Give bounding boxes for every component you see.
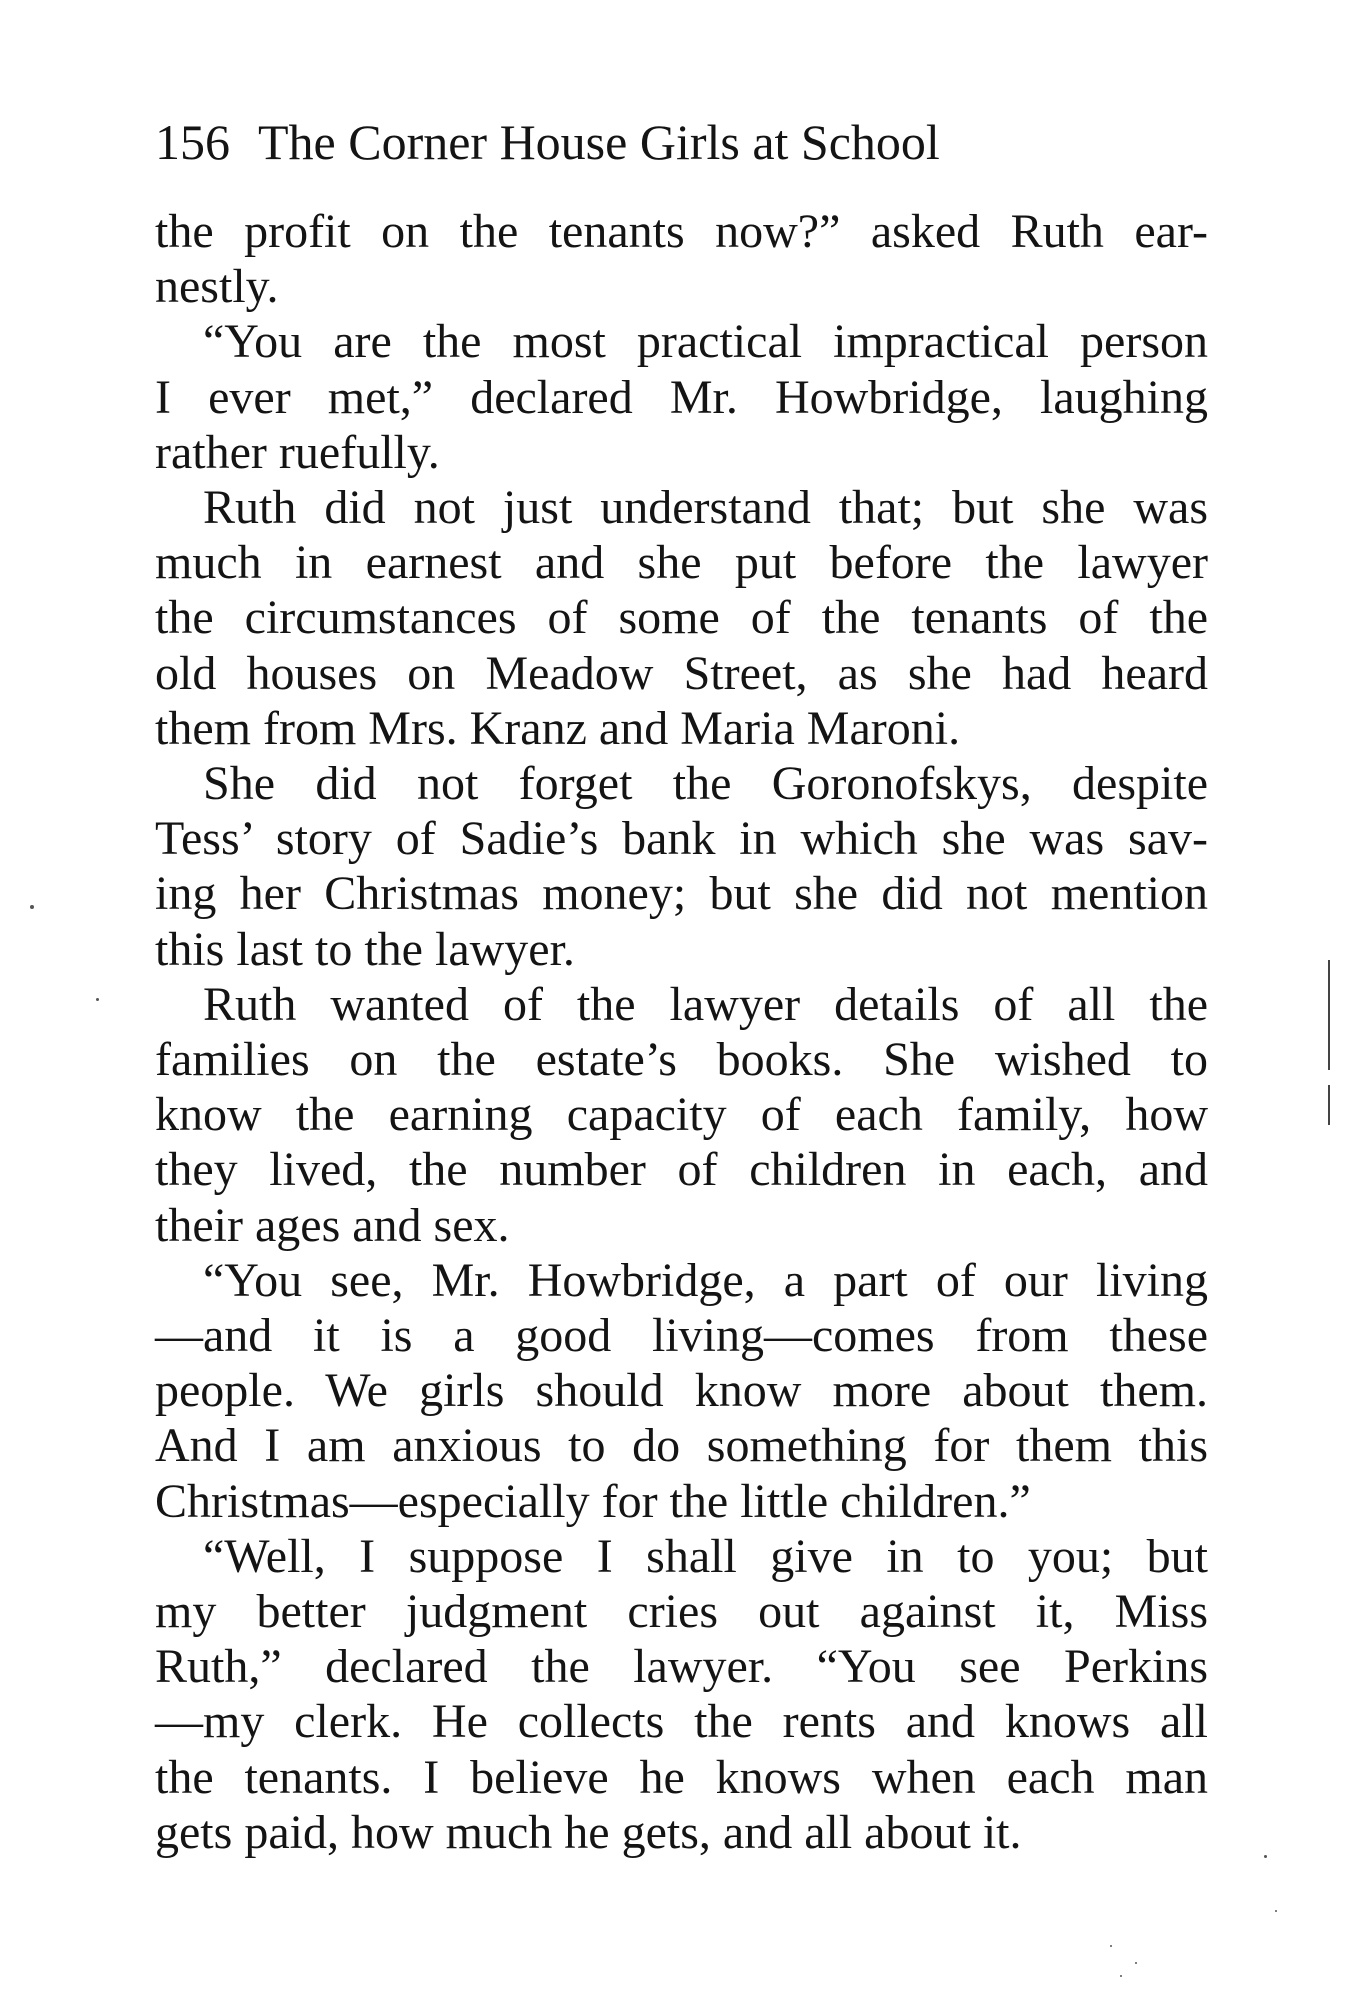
text-line: my better judgment cries out against it, Miss [155, 1585, 1208, 1639]
text-line: people. We girls should know more about them. [155, 1364, 1208, 1418]
text-line: “Well, I suppose I shall give in to you; but [203, 1529, 1208, 1583]
scan-speck [1264, 1855, 1267, 1858]
text-line: —and it is a good living—comes from these [155, 1309, 1208, 1363]
text-line: their ages and sex. [155, 1198, 510, 1252]
text-line: Ruth,” declared the lawyer. “You see Perkins [155, 1640, 1208, 1694]
text-line: —my clerk. He collects the rents and knows all [155, 1695, 1208, 1749]
text-line: ing her Christmas money; but she did not mention [155, 867, 1208, 921]
text-line: Ruth wanted of the lawyer details of all the [203, 977, 1208, 1031]
scan-mark [1328, 1085, 1330, 1125]
page-number: 156 [155, 114, 230, 170]
text-line: they lived, the number of children in each, and [155, 1143, 1208, 1197]
text-line: know the earning capacity of each family, how [155, 1088, 1208, 1142]
text-line: I ever met,” declared Mr. Howbridge, laughing [155, 370, 1208, 424]
text-line: Ruth did not just understand that; but she was [203, 481, 1208, 535]
text-line: Tess’ story of Sadie’s bank in which she was sav- [155, 812, 1208, 866]
text-line: much in earnest and she put before the lawyer [155, 536, 1208, 590]
running-title: The Corner House Girls at School [258, 114, 940, 170]
scan-speck [1120, 1975, 1122, 1977]
text-line: the circumstances of some of the tenants of the [155, 591, 1208, 645]
text-line: nestly. [155, 260, 279, 314]
text-line: She did not forget the Goronofskys, despite [203, 757, 1208, 811]
scan-speck [1135, 1962, 1137, 1964]
scan-speck [1110, 1945, 1112, 1947]
scan-speck [96, 998, 99, 1001]
running-header [155, 112, 1215, 172]
body-text [155, 204, 1208, 1860]
text-line: gets paid, how much he gets, and all about it. [155, 1805, 1022, 1859]
text-line: “You see, Mr. Howbridge, a part of our living [203, 1253, 1208, 1307]
text-line: And I am anxious to do something for them this [155, 1419, 1208, 1473]
text-line: the profit on the tenants now?” asked Ruth ear- [155, 205, 1208, 258]
text-line: families on the estate’s books. She wished to [155, 1033, 1208, 1087]
scan-mark [1328, 960, 1330, 1070]
text-line: rather ruefully. [155, 425, 440, 479]
text-line: old houses on Meadow Street, as she had heard [155, 646, 1208, 700]
scan-speck [1275, 1910, 1277, 1912]
text-line: the tenants. I believe he knows when each man [155, 1750, 1208, 1804]
text-line: them from Mrs. Kranz and Maria Maroni. [155, 701, 961, 755]
text-line: this last to the lawyer. [155, 922, 575, 976]
text-line: Christmas—especially for the little children.” [155, 1474, 1031, 1528]
scan-speck [30, 905, 34, 909]
text-line: “You are the most practical impractical person [203, 315, 1208, 369]
